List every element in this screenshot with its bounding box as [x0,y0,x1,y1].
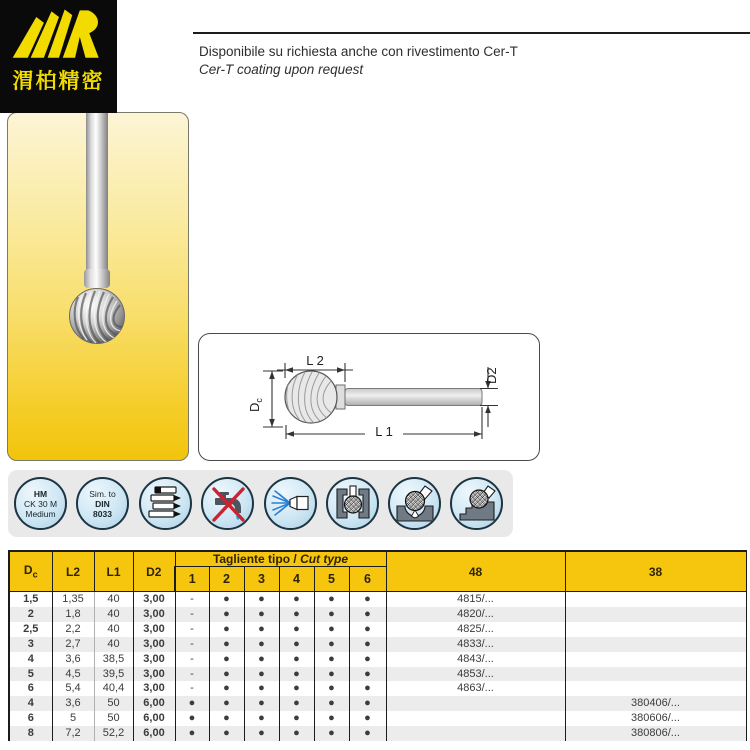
cell-l1: 40 [94,607,133,622]
cell-cut-6: ● [349,637,386,652]
cell-series-48: 4853/... [386,667,565,682]
cell-cut-1: ● [175,711,209,726]
diagram-label-d2: D2 [484,367,499,384]
header-l2: L2 [52,551,94,592]
cell-l1: 50 [94,711,133,726]
cell-cut-6: ● [349,681,386,696]
icon-edge-machining [450,477,503,530]
table-row [9,726,746,741]
cell-cut-5: ● [314,607,349,622]
cell-series-38: 380606/... [565,711,746,726]
cell-cut-6: ● [349,607,386,622]
cell-cut-3: ● [244,681,279,696]
grade-line: Medium [25,508,56,519]
table-row [9,622,746,637]
cell-series-38: 380406/... [565,696,746,711]
diagram-label-dc: $D_c$ [247,398,264,412]
diagram-label-l2: L 2 [306,353,324,368]
din-line: DIN [95,498,110,509]
cell-cut-5: ● [314,592,349,607]
cell-cut-2: ● [209,607,244,622]
cell-cut-5: ● [314,696,349,711]
din-line: 8033 [93,508,112,519]
cell-cut-2: ● [209,726,244,741]
cell-d2: 3,00 [133,607,175,622]
spec-table [8,550,747,741]
cell-series-48: 4833/... [386,637,565,652]
cell-d2: 3,00 [133,592,175,607]
cell-series-38 [565,622,746,637]
cell-l2: 3,6 [52,696,94,711]
cell-cut-2: ● [209,681,244,696]
cell-cut-4: ● [279,637,314,652]
cell-series-48 [386,696,565,711]
cell-l1: 40 [94,637,133,652]
cell-cut-1: - [175,607,209,622]
product-photo-shank [86,112,108,271]
cell-cut-5: ● [314,711,349,726]
cell-l2: 4,5 [52,667,94,682]
diagram-shank [345,389,482,406]
header-cut-6: 6 [349,567,386,592]
header-cut-2: 2 [209,567,244,592]
cell-cut-5: ● [314,667,349,682]
cell-cut-5: ● [314,637,349,652]
cell-series-48: 4815/... [386,592,565,607]
din-line: Sim. to [89,488,116,499]
cell-cut-1: - [175,592,209,607]
grade-line: CK 30 M [23,498,58,509]
cell-l2: 3,6 [52,652,94,667]
cell-cut-4: ● [279,652,314,667]
cell-cut-1: - [175,622,209,637]
cell-dc: 4 [9,696,52,711]
cell-cut-3: ● [244,711,279,726]
icon-din-standard [76,477,129,530]
cell-series-38 [565,607,746,622]
cell-d2: 3,00 [133,681,175,696]
cell-cut-2: ● [209,637,244,652]
cell-cut-6: ● [349,711,386,726]
cell-dc: 6 [9,711,52,726]
table-row [9,607,746,622]
cell-cut-4: ● [279,711,314,726]
table-row [9,711,746,726]
icon-material-grade [14,477,67,530]
cell-series-38 [565,652,746,667]
header-d2: D2 [133,551,175,592]
cell-cut-6: ● [349,726,386,741]
cell-l2: 2,7 [52,637,94,652]
cell-cut-4: ● [279,607,314,622]
cell-cut-6: ● [349,592,386,607]
cell-cut-5: ● [314,726,349,741]
cell-l2: 5,4 [52,681,94,696]
cell-cut-5: ● [314,652,349,667]
brand-logo-mark [7,6,111,64]
header-cut-type: Tagliente tipo / Cut type [175,551,386,567]
cell-cut-2: ● [209,622,244,637]
cell-cut-4: ● [279,592,314,607]
header-cut-1: 1 [175,567,209,592]
cell-dc: 4 [9,652,52,667]
cell-series-38 [565,637,746,652]
header-series-48: 48 [386,551,565,592]
cell-l2: 1,35 [52,592,94,607]
table-row [9,681,746,696]
dimension-diagram [199,334,538,459]
cell-cut-6: ● [349,667,386,682]
cell-cut-1: - [175,637,209,652]
cell-l2: 7,2 [52,726,94,741]
cell-l1: 52,2 [94,726,133,741]
icon-dimple-machining [388,477,441,530]
cell-l2: 1,8 [52,607,94,622]
cell-d2: 3,00 [133,652,175,667]
cell-cut-3: ● [244,607,279,622]
cell-cut-2: ● [209,652,244,667]
cell-d2: 3,00 [133,622,175,637]
icon-spray [264,477,317,530]
cell-l1: 40 [94,592,133,607]
cell-cut-2: ● [209,711,244,726]
cell-dc: 1,5 [9,592,52,607]
cell-series-48: 4863/... [386,681,565,696]
cell-cut-4: ● [279,622,314,637]
cell-cut-3: ● [244,637,279,652]
cell-series-38: 380806/... [565,726,746,741]
icon-tool-assortment [139,477,192,530]
cell-cut-6: ● [349,652,386,667]
brand-logo-text: 渭柏精密 [12,70,105,93]
cell-cut-3: ● [244,622,279,637]
header-l1: L1 [94,551,133,592]
cell-series-38 [565,667,746,682]
cell-cut-1: ● [175,726,209,741]
diagram-label-l1: L 1 [375,424,393,439]
cell-d2: 3,00 [133,667,175,682]
table-row [9,652,746,667]
cell-series-38 [565,592,746,607]
cell-cut-4: ● [279,696,314,711]
cell-l1: 50 [94,696,133,711]
cell-l1: 40,4 [94,681,133,696]
coating-note [199,43,518,79]
cell-cut-6: ● [349,622,386,637]
cell-d2: 3,00 [133,637,175,652]
cell-dc: 3 [9,637,52,652]
table-row [9,696,746,711]
dimension-diagram-box [198,333,540,461]
icon-slot-machining [326,477,379,530]
header-series-38: 38 [565,551,746,592]
cell-cut-4: ● [279,681,314,696]
cell-cut-2: ● [209,696,244,711]
header-cut-3: 3 [244,567,279,592]
cell-dc: 2,5 [9,622,52,637]
cell-cut-1: ● [175,696,209,711]
header-cut-4: 4 [279,567,314,592]
icon-no-coolant [201,477,254,530]
cell-cut-4: ● [279,726,314,741]
cell-l1: 38,5 [94,652,133,667]
note-line-italian: Disponibile su richiesta anche con rivestimento Cer-T [199,44,518,59]
cell-cut-3: ● [244,726,279,741]
note-line-english: Cer-T coating upon request [199,62,364,77]
cell-cut-3: ● [244,696,279,711]
grade-line: HM [33,488,48,499]
cell-cut-1: - [175,681,209,696]
cell-dc: 2 [9,607,52,622]
cell-l2: 2,2 [52,622,94,637]
cell-cut-5: ● [314,681,349,696]
cell-cut-1: - [175,667,209,682]
cell-l1: 39,5 [94,667,133,682]
cell-cut-2: ● [209,667,244,682]
table-body [9,592,746,742]
table-row [9,637,746,652]
cell-series-48: 4820/... [386,607,565,622]
cell-cut-2: ● [209,592,244,607]
cell-series-48: 4825/... [386,622,565,637]
cell-cut-3: ● [244,652,279,667]
product-photo-ball [66,285,128,347]
brand-logo [0,0,117,113]
cell-series-48 [386,726,565,741]
cell-series-48: 4843/... [386,652,565,667]
table-row [9,667,746,682]
cell-cut-6: ● [349,696,386,711]
header-cut-5: 5 [314,567,349,592]
cell-cut-3: ● [244,592,279,607]
cell-l2: 5 [52,711,94,726]
cell-d2: 6,00 [133,726,175,741]
top-divider [193,32,750,34]
cell-dc: 8 [9,726,52,741]
cell-d2: 6,00 [133,696,175,711]
cell-dc: 6 [9,681,52,696]
header-dc: $D_c$ [9,551,52,592]
cell-series-48 [386,711,565,726]
cell-dc: 5 [9,667,52,682]
cell-cut-1: - [175,652,209,667]
cell-series-38 [565,681,746,696]
cell-l1: 40 [94,622,133,637]
cell-cut-5: ● [314,622,349,637]
cell-cut-3: ● [244,667,279,682]
table-row [9,592,746,607]
cell-cut-4: ● [279,667,314,682]
cell-d2: 6,00 [133,711,175,726]
